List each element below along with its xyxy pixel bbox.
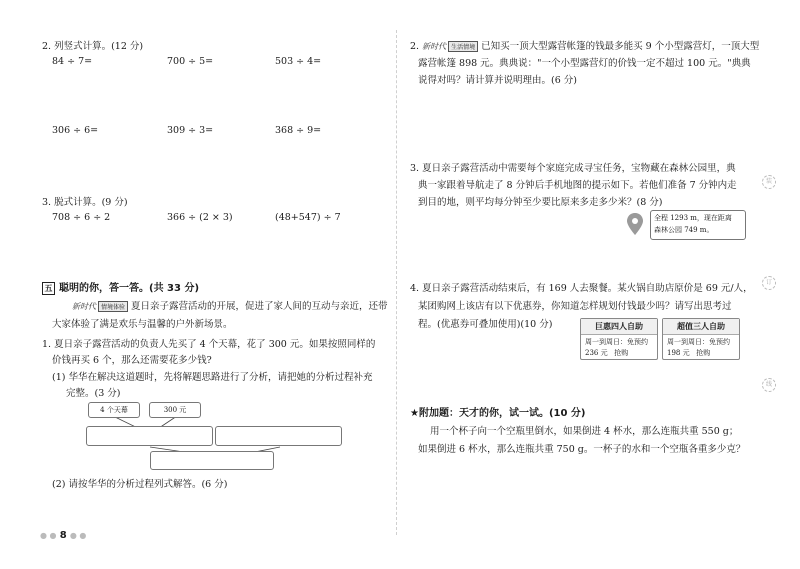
section-5-heading	[42, 279, 199, 295]
r-q4-text: 某团购网上该店有以下优惠券，你知道怎样规划付钱最少吗？请写出思考过	[418, 301, 732, 312]
sub2-text: (2) 请按华华的分析过程列式解答。(6 分)	[52, 479, 228, 490]
r-q2-text: 已知买一顶大型露营帐篷的钱最多能买 9 个小型露营灯，一顶大型	[481, 41, 760, 52]
intro-line: 夏日亲子露营活动的开展，促进了家人间的互动与亲近，还带	[131, 301, 388, 312]
answer-box[interactable]	[150, 451, 274, 470]
intro-line: 大家体验了满是欢乐与温馨的户外新场景。	[52, 319, 233, 330]
answer-box[interactable]	[215, 426, 342, 446]
expression-item: (48+547) ÷ 7	[275, 212, 341, 223]
answer-box[interactable]	[86, 426, 213, 446]
coupon-card	[580, 318, 658, 360]
section-5-title: 聪明的你，答一答。(共 33 分)	[59, 283, 200, 294]
q2-calc-title: 2. 列竖式计算。(12 分)	[42, 41, 144, 52]
r-q3-text: 到目的地，则平均每分钟至少要比原来多走多少米？(8 分)	[418, 197, 663, 208]
q1-text: 价钱再买 6 个，那么还需要花多少钱?	[52, 355, 212, 366]
binding-mark: 装	[762, 175, 776, 189]
coupon-price: 236 元	[585, 349, 608, 357]
scenario-tag: 情境体验	[98, 301, 128, 312]
coupon-condition: 周一到周日：免预约	[667, 338, 730, 346]
page-number: 8	[59, 530, 67, 541]
bonus-title: 附加题：天才的你，试一试。(10 分)	[418, 408, 586, 419]
brand-label: 新时代	[72, 302, 96, 311]
calc-item: 309 ÷ 3=	[167, 125, 214, 136]
scenario-tag: 生活情境	[448, 41, 478, 52]
bonus-text: 用一个杯子向一个空瓶里倒水，如果倒进 4 杯水，那么连瓶共重 550 g；	[430, 426, 739, 437]
r-q2-line: 2. 新时代 生活情境 已知买一顶大型露营帐篷的钱最多能买 9 个小型露营灯，一顶大型	[410, 41, 760, 52]
sub1-text: (1) 华华在解决这道题时，先将解题思路进行了分析，请把她的分析过程补充	[52, 372, 373, 383]
known-box-tents: 4 个天幕	[88, 402, 140, 418]
calc-item: 306 ÷ 6=	[52, 125, 99, 136]
coupon-title: 超值三人自助	[663, 319, 739, 335]
map-hint-text: 森林公园 749 m。	[654, 226, 714, 234]
map-hint-text: 全程 1293 m，现在距离	[654, 214, 732, 222]
section-number-icon: 五	[42, 282, 55, 295]
r-q4-text: 程。(优惠券可叠加使用)(10 分)	[418, 319, 553, 330]
coupon-price: 198 元	[667, 349, 690, 357]
coupon-buy-button[interactable]: 抢购	[696, 349, 711, 357]
calc-item: 503 ÷ 4=	[275, 56, 322, 67]
r-q2-text: 说得对吗？请计算并说明理由。(6 分)	[418, 75, 577, 86]
bonus-text: 如果倒进 6 杯水，那么连瓶共重 750 g。一杯子的水和一个空瓶各重多少克？	[418, 444, 746, 455]
r-q3-text: 典一家跟着导航走了 8 分钟后手机地图的提示如下。若他们准备 7 分钟内走	[418, 180, 737, 191]
expression-item: 708 ÷ 6 ÷ 2	[52, 212, 111, 223]
known-box-cost: 300 元	[149, 402, 201, 418]
r-q2-text: 露营帐篷 898 元。典典说："一个小型露营灯的价钱一定不超过 100 元。"典典	[418, 58, 751, 69]
map-pin-icon	[624, 211, 646, 237]
binding-mark: 订	[762, 276, 776, 290]
calc-item: 368 ÷ 9=	[275, 125, 322, 136]
coupon-title: 巨惠四人自助	[581, 319, 657, 335]
sub1-text: 完整。(3 分)	[66, 388, 121, 399]
coupon-card	[662, 318, 740, 360]
star-icon: ★	[410, 408, 419, 419]
q1-text: 1. 夏日亲子露营活动的负责人先买了 4 个天幕，花了 300 元。如果按照同样的	[42, 339, 376, 350]
star-decoration-icon: ● ●	[69, 531, 87, 540]
q3-title: 3. 脱式计算。(9 分)	[42, 197, 128, 208]
bonus-heading	[410, 404, 586, 419]
binding-mark: 线	[762, 378, 776, 392]
scenario-intro	[72, 298, 388, 312]
coupon-condition: 周一到周日：免预约	[585, 338, 648, 346]
star-decoration-icon: ● ●	[40, 531, 57, 540]
coupon-buy-button[interactable]: 抢购	[614, 349, 629, 357]
expression-item: 366 ÷ (2 × 3)	[167, 212, 233, 223]
brand-label: 新时代	[422, 42, 447, 51]
r-q3-text: 3. 夏日亲子露营活动中需要每个家庭完成寻宝任务，宝物藏在森林公园里，典	[410, 163, 736, 174]
page-divider	[396, 30, 397, 535]
r-q4-text: 4. 夏日亲子露营活动结束后，有 169 人去聚餐。某火锅自助店原价是 69 元/人，	[410, 283, 753, 294]
calc-item: 84 ÷ 7=	[52, 56, 93, 67]
calc-item: 700 ÷ 5=	[167, 56, 214, 67]
page-footer	[40, 530, 86, 541]
map-hint-bubble	[650, 210, 746, 240]
